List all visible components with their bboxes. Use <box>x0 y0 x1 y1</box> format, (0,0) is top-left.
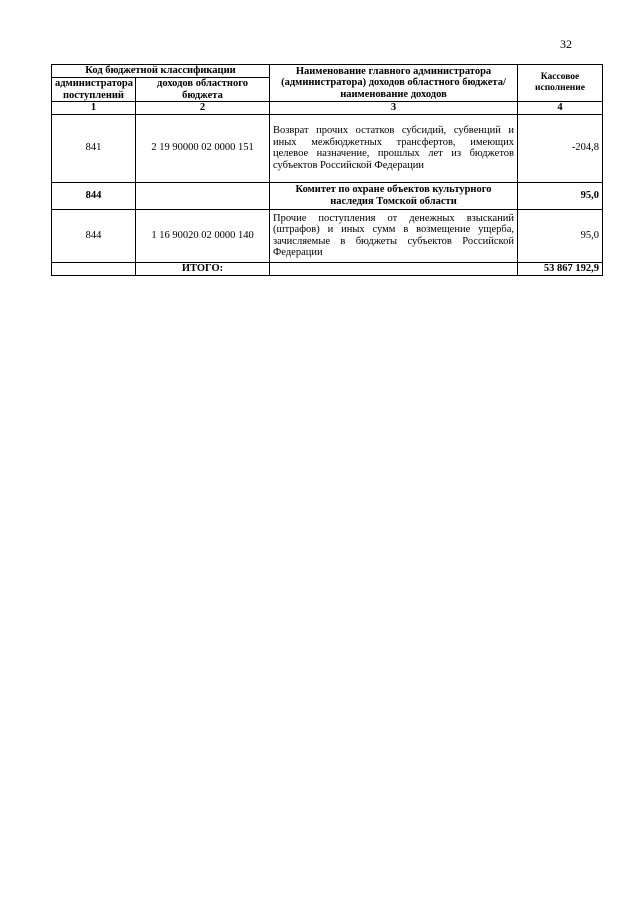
total-row <box>52 262 603 275</box>
amount-cell: 95,0 <box>518 209 603 262</box>
empty-cell <box>270 262 518 275</box>
column-number: 1 <box>52 102 136 115</box>
income-column-header: доходов областного бюджета <box>136 78 270 102</box>
admin-column-header: администратора поступлений <box>52 78 136 102</box>
empty-cell <box>52 262 136 275</box>
code-group-header: Код бюджетной классификации <box>52 65 270 78</box>
amount-cell: 95,0 <box>518 182 603 209</box>
column-number: 2 <box>136 102 270 115</box>
table-row <box>52 209 603 262</box>
income-name-cell: Возврат прочих остатков субсидий, субвенций и иных межбюджетных трансфертов, имеющих целевое назначение, прошлых лет из бюджетов субъектов Российской Федерации <box>270 114 518 182</box>
table-row <box>52 114 603 182</box>
admin-code-cell: 844 <box>52 209 136 262</box>
administrator-name-cell: Комитет по охране объектов культурного наследия Томской области <box>270 182 518 209</box>
header-row-group <box>52 65 603 78</box>
budget-table <box>51 64 603 276</box>
column-number-row <box>52 102 603 115</box>
admin-code-cell: 844 <box>52 182 136 209</box>
administrator-row <box>52 182 603 209</box>
income-name-cell: Прочие поступления от денежных взысканий (штрафов) и иных сумм в возмещение ущерба, зачисляемые в бюджеты субъектов Российской Федерации <box>270 209 518 262</box>
name-column-header: Наименование главного администратора (администратора) доходов областного бюджета/ наименование доходов <box>270 65 518 102</box>
income-code-cell <box>136 182 270 209</box>
admin-code-cell: 841 <box>52 114 136 182</box>
amount-column-header: Кассовое исполнение <box>518 65 603 102</box>
total-amount: 53 867 192,9 <box>518 262 603 275</box>
column-number: 4 <box>518 102 603 115</box>
amount-cell: -204,8 <box>518 114 603 182</box>
column-number: 3 <box>270 102 518 115</box>
income-code-cell: 2 19 90000 02 0000 151 <box>136 114 270 182</box>
total-label: ИТОГО: <box>136 262 270 275</box>
page-number: 32 <box>560 37 572 51</box>
income-code-cell: 1 16 90020 02 0000 140 <box>136 209 270 262</box>
